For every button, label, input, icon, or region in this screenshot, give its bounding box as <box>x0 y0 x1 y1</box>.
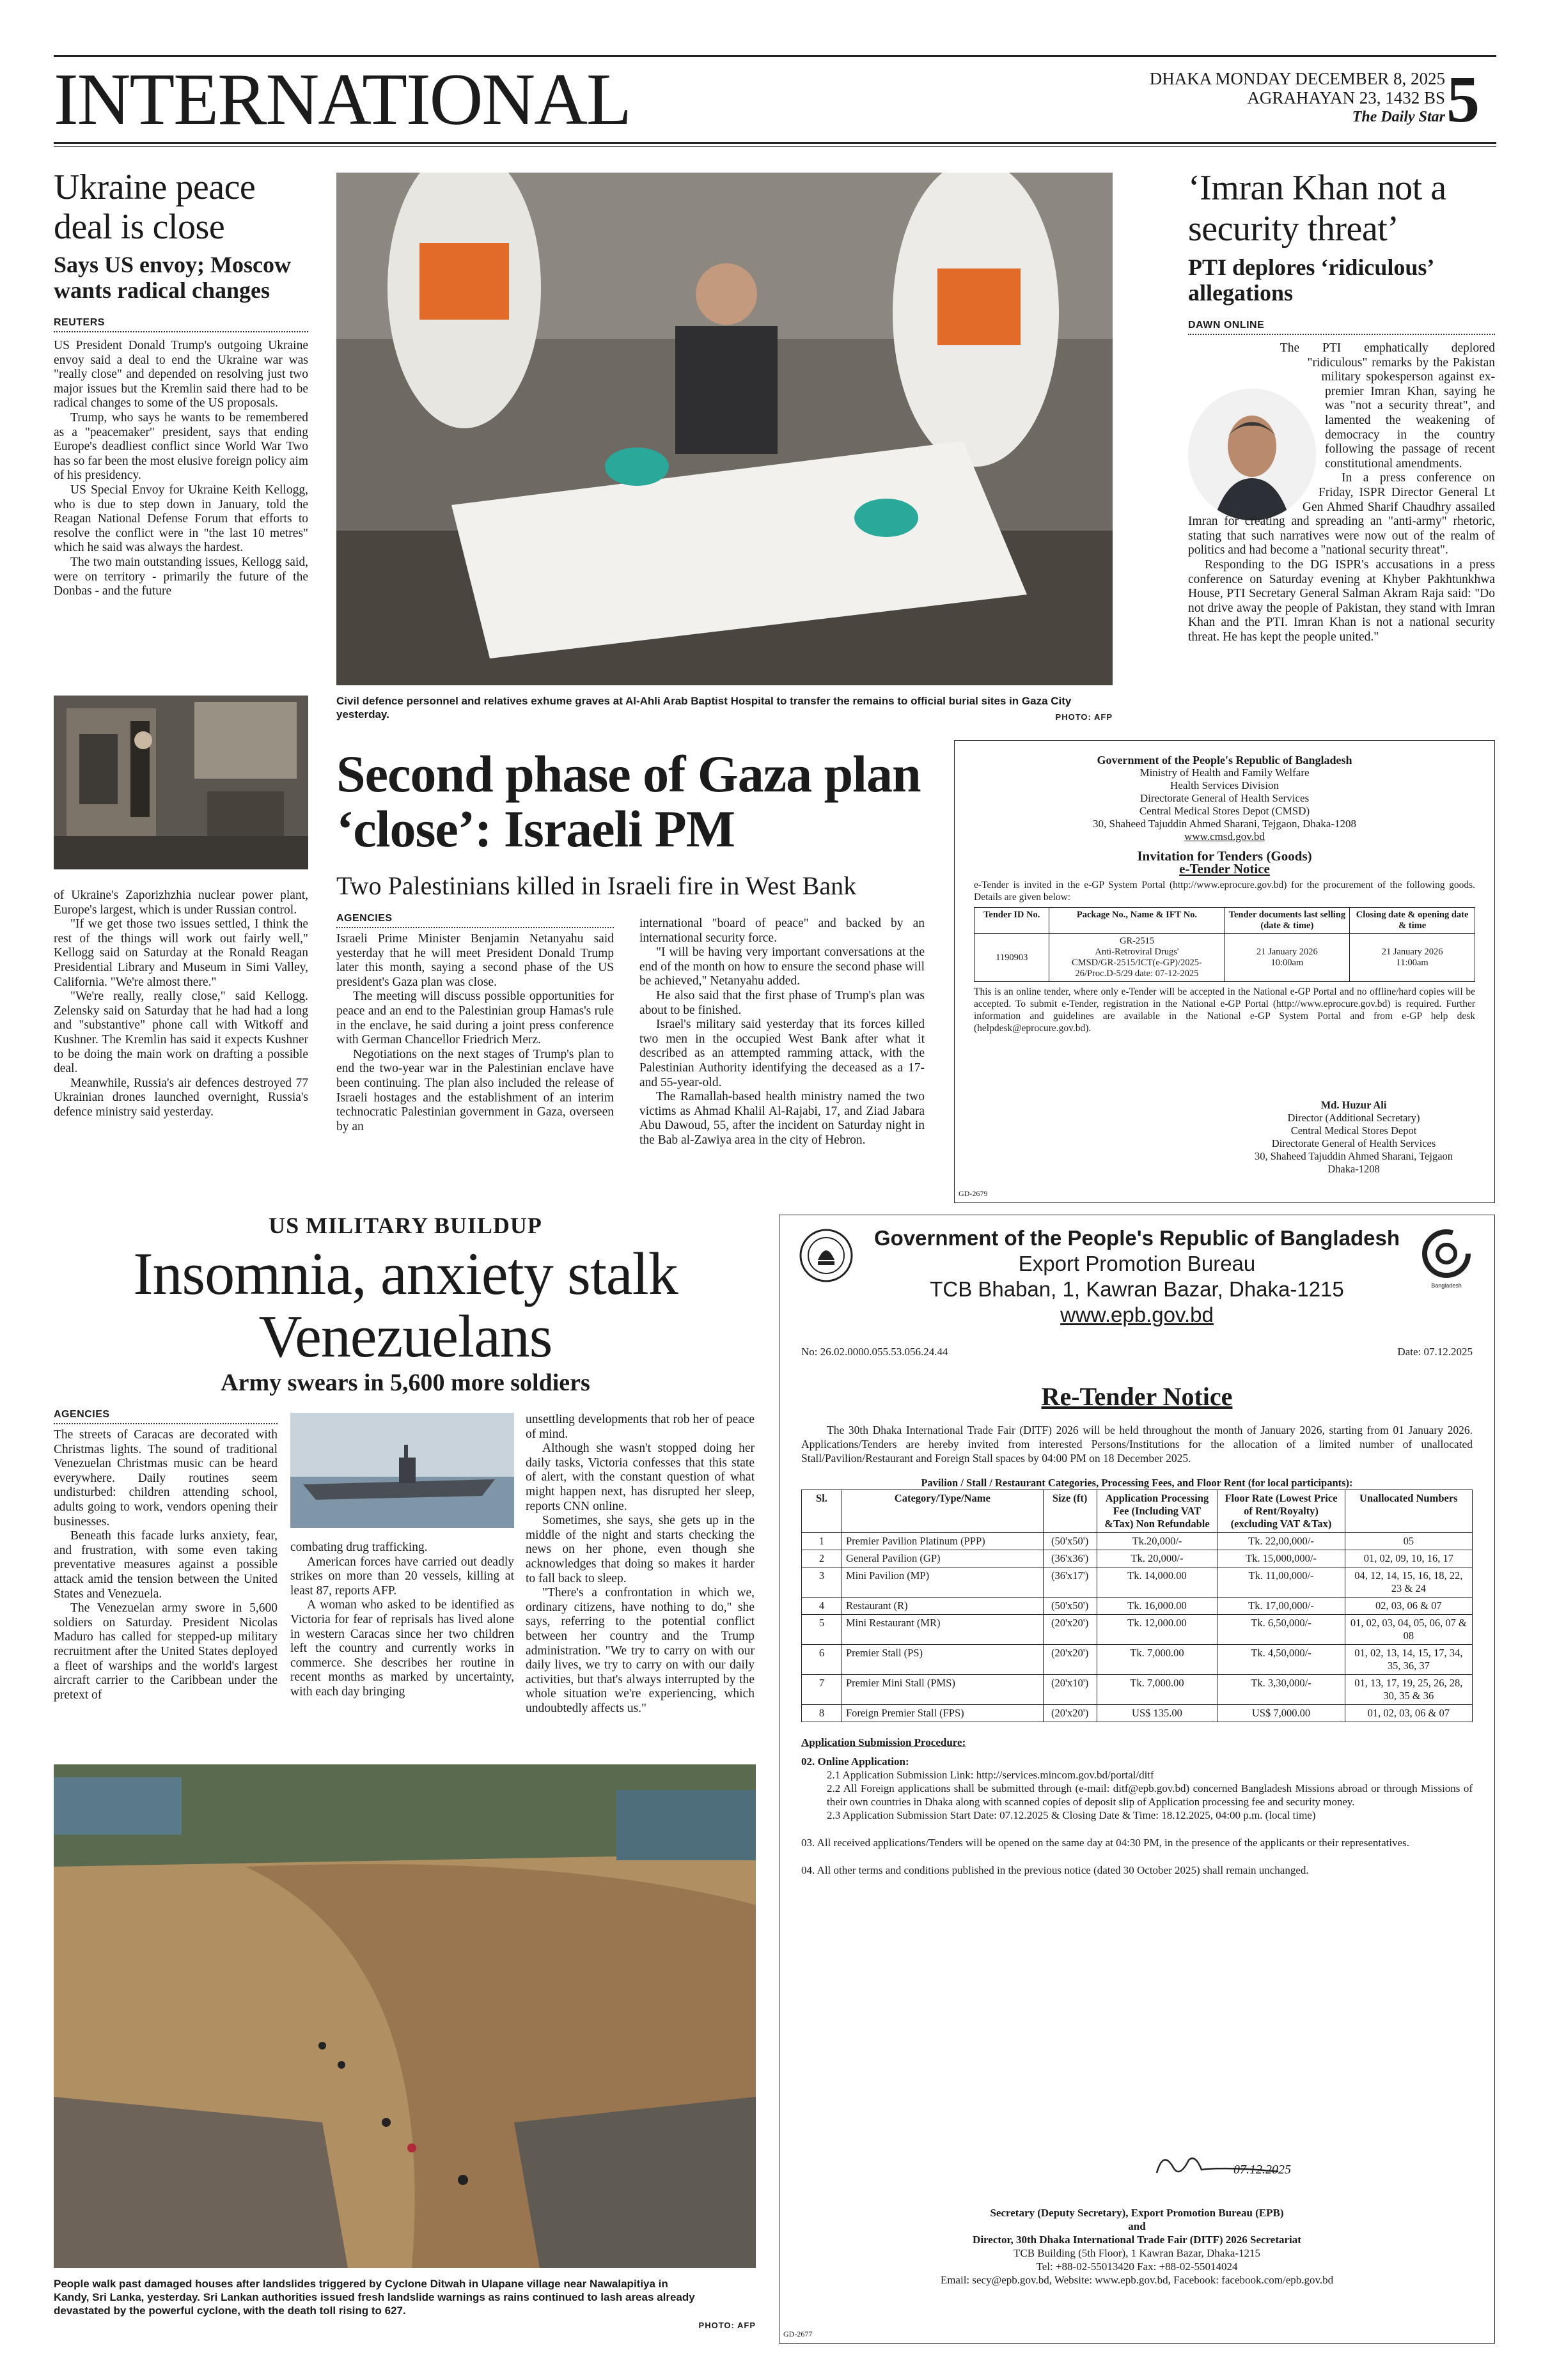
gaza-photo-caption: Civil defence personnel and relatives exhume graves at Al-Ahli Arab Baptist Hospital to transfer the remains to official burial sites in Gaza City yesterday. <box>336 695 1072 720</box>
table-cell-fee: Tk. 14,000.00 <box>1097 1567 1217 1598</box>
table-cell-name: Mini Restaurant (MR) <box>842 1615 1043 1645</box>
cmsd-signer-line: 30, Shaheed Tajuddin Ahmed Sharani, Tejgaon <box>1254 1150 1453 1162</box>
landslide-credit: PHOTO: AFP <box>698 2321 756 2330</box>
table-cell-rate: US$ 7,000.00 <box>1217 1705 1345 1722</box>
table-cell-rate: Tk. 17,00,000/- <box>1217 1598 1345 1615</box>
table-cell-rate: Tk. 11,00,000/- <box>1217 1567 1345 1598</box>
table-cell-size: (36'x36') <box>1043 1550 1097 1567</box>
epb-title: Re-Tender Notice <box>1041 1382 1233 1411</box>
table-cell-fee: Tk. 20,000/- <box>1097 1550 1217 1567</box>
table-cell-name: Foreign Premier Stall (FPS) <box>842 1705 1043 1722</box>
venezuela-headline: Insomnia, anxiety stalk Venezuelans <box>133 1241 678 1370</box>
table-row <box>802 1550 1473 1567</box>
epb-date: Date: 07.12.2025 <box>1397 1346 1473 1358</box>
cmsd-selling-date: 21 January 2026 <box>1256 947 1318 957</box>
paragraph: "If we get those two issues settled, I think the rest of the things will work out fairly well," Kellogg said on Saturday at the Ronald Reagan Presidential Library and Museum in Simi Valley, California. "We're almost there." <box>54 917 308 989</box>
ukraine-body-top <box>54 339 308 652</box>
epb-code: GD-2677 <box>783 2329 813 2338</box>
table-cell-numbers: 01, 02, 13, 14, 15, 17, 34, 35, 36, 37 <box>1345 1645 1472 1675</box>
table-cell-fee: Tk. 12,000.00 <box>1097 1615 1217 1645</box>
table-cell-sl: 4 <box>802 1598 842 1615</box>
paragraph: He also said that the first phase of Trump's plan was about to be finished. <box>639 988 925 1017</box>
epb-note-3: 03. All received applications/Tenders will be opened on the same day at 04:30 PM, in the presence of the applicants or their representatives. <box>801 1837 1409 1849</box>
paragraph: Negotiations on the next stages of Trump's plan to end the two-year war in the Palestinian enclave have been continuing. The plan also included the release of Israeli hostages and the establishment of an interim technocratic Palestinian government in Gaza, overseen by an <box>336 1047 614 1133</box>
paragraph: The Ramallah-based health ministry named the two victims as Ahmad Khalil Al-Rajabi, 17, and Ziad Jabara Abu Dawoud, 55, after the incident on Saturday night in the Bab al-Zawiya area in the city of Hebron. <box>639 1090 925 1147</box>
cmsd-selling-time: 10:00am <box>1271 958 1304 968</box>
table-row <box>802 1675 1473 1705</box>
venezuela-col-3 <box>526 1413 755 1741</box>
epb-signer-line: TCB Building (5th Floor), 1 Kawran Bazar, Dhaka-1215 <box>1014 2247 1260 2259</box>
epb-header: Unallocated Numbers <box>1345 1490 1472 1533</box>
paragraph: Israel's military said yesterday that its forces killed two men in the occupied West Bank after what it described as an attempted ramming attack, with the Palestinian Authority identifying the deceased as a 17- and 55-year-old. <box>639 1018 925 1089</box>
epb-signer-line: Tel: +88-02-55013420 Fax: +88-02-55014024 <box>1036 2260 1238 2273</box>
aircraft-carrier-photo <box>290 1413 514 1528</box>
ukraine-byline: REUTERS <box>54 317 308 332</box>
ukraine-photo <box>54 696 308 869</box>
table-row <box>802 1705 1473 1722</box>
table-cell-size: (50'x50') <box>1043 1533 1097 1550</box>
paragraph: unsettling developments that rob her of peace of mind. <box>526 1413 755 1441</box>
table-cell-sl: 6 <box>802 1645 842 1675</box>
date: DHAKA MONDAY DECEMBER 8, 2025 <box>1149 69 1445 88</box>
section-title: INTERNATIONAL <box>54 59 630 141</box>
epb-org: Export Promotion Bureau <box>1018 1252 1256 1275</box>
table-cell-sl: 7 <box>802 1675 842 1705</box>
epb-table-title: Pavilion / Stall / Restaurant Categories, Processing Fees, and Floor Rent (for local participants): <box>921 1477 1353 1489</box>
paragraph: "I will be having very important conversations at the end of the month on how to ensure the second phase will be achieved," Netanyahu added. <box>639 945 925 988</box>
gaza-col-1 <box>336 932 614 1226</box>
table-cell-numbers: 05 <box>1345 1533 1472 1550</box>
table-cell-sl: 2 <box>802 1550 842 1567</box>
venezuela-col-2 <box>290 1541 514 1741</box>
table-cell-numbers: 04, 12, 14, 15, 16, 18, 22, 23 & 24 <box>1345 1567 1472 1598</box>
paragraph: "We're really, really close," said Kellogg. Zelensky said on Saturday that he had had a long and "substantive" phone call with Witkoff and Kushner. The Kremlin has said it expects Kushner to be doing the main work on drafting a possible deal. <box>54 990 308 1076</box>
table-cell-name: Mini Pavilion (MP) <box>842 1567 1043 1598</box>
masthead-rule-thin <box>54 146 1496 147</box>
epb-signature <box>1150 2147 1291 2186</box>
epb-website[interactable]: www.epb.gov.bd <box>1060 1303 1214 1326</box>
epb-step: 2.2 All Foreign applications shall be submitted through (e-mail: ditf@epb.gov.bd) concerned Bangladesh Missions abroad or through Missions of their own countries in Dhaka along with scanned copies of deposit slip of Application processing fee and security money. <box>827 1782 1473 1808</box>
table-cell-rate: Tk. 15,000,000/- <box>1217 1550 1345 1567</box>
epb-header: Size (ft) <box>1043 1490 1097 1533</box>
paragraph: US President Donald Trump's outgoing Ukraine envoy said a deal to end the Ukraine war was "really close" and depended on resolving just two major issues but the Kremlin said there had to be radical changes to some of the US proposals. <box>54 339 308 410</box>
table-cell-fee: Tk. 7,000.00 <box>1097 1675 1217 1705</box>
table-row <box>802 1598 1473 1615</box>
cmsd-signer-line: Dhaka-1208 <box>1327 1163 1380 1175</box>
gaza-col-2 <box>639 917 925 1226</box>
cmsd-footer: This is an online tender, where only e-Tender will be accepted in the National e-GP Portal and no offline/hard copies will be accepted. To submit e-Tender, registration in the National e-GP Portal (http://www.eprocure.gov.bd) is required. Further information and guidelines are available in the National e-GP System Portal and from e-GP help desk (helpdesk@eprocure.gov.bd). <box>974 986 1475 1034</box>
table-cell-sl: 1 <box>802 1533 842 1550</box>
cmsd-signer: Md. Huzur Ali <box>1320 1099 1387 1111</box>
cmsd-intro: e-Tender is invited in the e-GP System Portal (http://www.eprocure.gov.bd) for the procurement of the following goods. Details are given below: <box>974 880 1475 903</box>
paragraph: Beneath this facade lurks anxiety, fear, and frustration, with some even taking preventative measures against a possible attack amid the tension between the United States and Venezuela. <box>54 1529 278 1601</box>
epb-address: TCB Bhaban, 1, Kawran Bazar, Dhaka-1215 <box>930 1277 1344 1301</box>
paragraph: international "board of peace" and backed by an international security force. <box>639 917 925 945</box>
epb-header: Sl. <box>802 1490 842 1533</box>
paragraph: Israeli Prime Minister Benjamin Netanyahu said yesterday that he will meet President Donald Trump later this month, saying a second phase of the US president's Gaza plan was close. <box>336 932 614 989</box>
ukraine-subhead: Says US envoy; Moscow wants radical changes <box>54 252 292 303</box>
table-cell-numbers: 01, 02, 03, 04, 05, 06, 07 & 08 <box>1345 1615 1472 1645</box>
cmsd-signer-line: Central Medical Stores Depot <box>1290 1124 1417 1137</box>
epb-table <box>801 1489 1473 1722</box>
epb-tender-notice <box>779 1215 1495 2344</box>
cmsd-package <box>1049 934 1225 982</box>
paragraph: The meeting will discuss possible opportunities for peace and an end to the Palestinian group Hamas's rule in the enclave, he said during a joint press conference with German Chancellor Friedrich Merz. <box>336 990 614 1047</box>
table-row <box>802 1615 1473 1645</box>
cmsd-tender-id: 1190903 <box>975 934 1049 982</box>
cmsd-selling <box>1225 934 1350 982</box>
epb-signer-line: Secretary (Deputy Secretary), Export Promotion Bureau (EPB) <box>990 2207 1284 2219</box>
paragraph: Although she wasn't stopped doing her daily tasks, Victoria confesses that this state of alert, with the constant question of what might happen next, has disrupted her sleep, reports CNN online. <box>526 1442 755 1513</box>
cmsd-package-line: GR-2515 <box>1119 936 1154 946</box>
table-cell-name: Premier Pavilion Platinum (PPP) <box>842 1533 1043 1550</box>
epb-signer-line: Email: secy@epb.gov.bd, Website: www.epb.gov.bd, Facebook: facebook.com/epb.gov.bd <box>940 2274 1334 2286</box>
cmsd-line: Directorate General of Health Services <box>1139 792 1310 804</box>
epb-signer-line: and <box>1128 2220 1146 2232</box>
table-row <box>802 1645 1473 1675</box>
cmsd-closing <box>1350 934 1475 982</box>
gaza-byline: AGENCIES <box>336 913 614 928</box>
cmsd-website[interactable]: www.cmsd.gov.bd <box>1184 830 1265 843</box>
table-cell-sl: 3 <box>802 1567 842 1598</box>
paragraph: of Ukraine's Zaporizhzhia nuclear power plant, Europe's largest, which is under Russian control. <box>54 889 308 917</box>
epb-step: 2.3 Application Submission Start Date: 07.12.2025 & Closing Date & Time: 18.12.2025, 04:00 p.m. (local time) <box>827 1809 1316 1821</box>
paragraph: A woman who asked to be identified as Victoria for fear of reprisals has lived alone in western Caracas since her two children left the country and currently works in commerce. She describes her routine in recent months as marked by uncertainty, with each day bringing <box>290 1598 514 1699</box>
table-cell-numbers: 01, 13, 17, 19, 25, 26, 28, 30, 35 & 36 <box>1345 1675 1472 1705</box>
cmsd-title: Invitation for Tenders (Goods) <box>1137 848 1312 864</box>
paragraph: Responding to the DG ISPR's accusations in a press conference on Saturday evening at Khyber Pakhtunkhwa House, PTI Secretary General Salman Akram Raja said: "Do not drive away the people of Pakistan, they stand with Imran Khan and the PTI. Imran Khan is not a national security threat. He has kept the people united." <box>1188 557 1495 644</box>
table-cell-rate: Tk. 4,50,000/- <box>1217 1645 1345 1675</box>
table-cell-name: Restaurant (R) <box>842 1598 1043 1615</box>
ukraine-headline: Ukraine peace deal is close <box>54 167 256 247</box>
table-cell-size: (20'x20') <box>1043 1645 1097 1675</box>
paragraph: The PTI emphatically deplored "ridiculous" remarks by the Pakistan military spokesperson against ex-premier Imran Khan, saying he was "not a security threat", and lamented the weakening of democracy in the country following the passage of recent constitutional amendments. <box>1280 341 1495 471</box>
table-cell-name: General Pavilion (GP) <box>842 1550 1043 1567</box>
epb-procedure-title: Application Submission Procedure: <box>801 1736 966 1748</box>
bangla-date: AGRAHAYAN 23, 1432 BS <box>1247 88 1445 107</box>
cmsd-subtitle: e-Tender Notice <box>1179 861 1270 876</box>
epb-online-title: 02. Online Application: <box>801 1755 909 1768</box>
cmsd-package-line: CMSD/GR-2515/ICT(e-GP)/2025-26/Proc.D-5/29 date: 07-12-2025 <box>1072 958 1202 979</box>
cmsd-signer-line: Director (Additional Secretary) <box>1287 1112 1420 1124</box>
cmsd-line: Health Services Division <box>1170 779 1279 791</box>
imran-headline: ‘Imran Khan not a security threat’ <box>1188 168 1446 249</box>
paragraph: The streets of Caracas are decorated with Christmas lights. The sound of traditional Venezuelan Christmas music can be heard everywhere. Daily routines seem undisturbed: children attending school, adults going to work, vendors opening their businesses. <box>54 1428 278 1528</box>
epb-step: 2.1 Application Submission Link: http://services.mincom.gov.bd/portal/ditf <box>827 1769 1154 1781</box>
table-cell-size: (36'x17') <box>1043 1567 1097 1598</box>
table-cell-name: Premier Mini Stall (PMS) <box>842 1675 1043 1705</box>
landslide-caption: People walk past damaged houses after landslides triggered by Cyclone Ditwah in Ulapane village near Nawalapitiya in Kandy, Sri Lanka, yesterday. Sri Lankan authorities issued fresh landslide warnings as rains continued to lash areas already devastated by the powerful cyclone, with the death toll rising to 627. <box>54 2278 695 2317</box>
table-cell-name: Premier Stall (PS) <box>842 1645 1043 1675</box>
table-cell-size: (50'x50') <box>1043 1598 1097 1615</box>
cmsd-closing-time: 11:00am <box>1396 958 1429 968</box>
imran-byline: DAWN ONLINE <box>1188 320 1495 335</box>
table-cell-size: (20'x20') <box>1043 1615 1097 1645</box>
gaza-photo-credit: PHOTO: AFP <box>1055 712 1113 722</box>
bangladesh-emblem-icon <box>799 1228 854 1283</box>
imran-article <box>1188 167 1495 719</box>
paragraph: "There's a confrontation in which we, ordinary citizens, have nothing to do," she says, referring to the potential conflict between her country and the Trump administration. "We try to carry on with our daily lives, we try to carry on with our daily activities, but that's always interrupted by the whole situation we're experiencing, which undoubtedly affects us." <box>526 1586 755 1715</box>
page-number: 5 <box>1446 63 1480 136</box>
cmsd-table <box>974 907 1475 982</box>
paragraph: The Venezuelan army swore in 5,600 soldiers on Saturday. President Nicolas Maduro has called for stepped-up military recruitment after the United States deployed a fleet of warships and the world's largest aircraft carrier to the Caribbean under the pretext of <box>54 1601 278 1702</box>
epb-note-4: 04. All other terms and conditions published in the previous notice (dated 30 October 2025) shall remain unchanged. <box>801 1864 1309 1876</box>
table-cell-numbers: 01, 02, 03, 06 & 07 <box>1345 1705 1472 1722</box>
cmsd-closing-date: 21 January 2026 <box>1381 947 1443 957</box>
table-row <box>802 1533 1473 1550</box>
epb-gov: Government of the People's Republic of Bangladesh <box>874 1226 1400 1250</box>
table-cell-size: (20'x10') <box>1043 1675 1097 1705</box>
table-cell-fee: Tk.20,000/- <box>1097 1533 1217 1550</box>
epb-header: Category/Type/Name <box>842 1490 1043 1533</box>
epb-intro: The 30th Dhaka International Trade Fair (DITF) 2026 will be held throughout the month of January 2026, starting from 01 January 2026. Applications/Tenders are hereby invited from interested Persons/Institutions for the allocation of a limited number of unallocated Stall/Pavilion/Restaurant and Foreign Stall spaces by 04:00 PM on 18 December 2025. <box>801 1424 1473 1465</box>
table-cell-fee: Tk. 7,000.00 <box>1097 1645 1217 1675</box>
paragraph: The two main outstanding issues, Kellogg said, were on territory - primarily the future of the Donbas - and the future <box>54 555 308 598</box>
epb-ref-no: No: 26.02.0000.055.53.056.24.44 <box>801 1346 948 1358</box>
venezuela-subhead: Army swears in 5,600 more soldiers <box>221 1369 590 1396</box>
gaza-photo <box>336 173 1113 685</box>
table-row <box>802 1567 1473 1598</box>
paragraph: American forces have carried out deadly strikes on more than 20 vessels, killing at least 87, reports AFP. <box>290 1555 514 1598</box>
cmsd-line: Central Medical Stores Depot (CMSD) <box>1139 805 1310 817</box>
epb-logo-text: Bangladesh <box>1431 1282 1462 1289</box>
table-cell-rate: Tk. 22,00,000/- <box>1217 1533 1345 1550</box>
paper-logo: The Daily Star <box>1352 109 1445 125</box>
gaza-headline: Second phase of Gaza plan ‘close’: Israeli PM <box>336 745 921 858</box>
cmsd-signer-line: Directorate General of Health Services <box>1271 1137 1436 1149</box>
paragraph: In a press conference on Friday, ISPR Director General Lt Gen Ahmed Sharif Chaudhry assailed Imran for creating and spreading an "anti-army" rhetoric, stating that such narratives were now out of the realm of politics and had become a "national security threat". <box>1188 471 1495 557</box>
imran-body <box>1188 341 1495 719</box>
paragraph: US Special Envoy for Ukraine Keith Kellogg, who is due to step down in January, told the Reagan National Defense Forum that efforts to resolve the conflict were in "the last 10 metres" which he said was always the hardest. <box>54 483 308 555</box>
table-cell-rate: Tk. 3,30,000/- <box>1217 1675 1345 1705</box>
ukraine-article <box>54 167 308 652</box>
gaza-subhead: Two Palestinians killed in Israeli fire in West Bank <box>336 871 857 900</box>
epb-header: Application Processing Fee (Including VAT &Tax) Non Refundable <box>1097 1490 1217 1533</box>
table-cell-size: (20'x20') <box>1043 1705 1097 1722</box>
cmsd-gov: Government of the People's Republic of Bangladesh <box>1097 754 1352 766</box>
epb-header: Floor Rate (Lowest Price of Rent/Royalty) (excluding VAT &Tax) <box>1217 1490 1345 1533</box>
table-cell-sl: 8 <box>802 1705 842 1722</box>
paragraph: combating drug trafficking. <box>290 1541 428 1554</box>
cmsd-header: Tender ID No. <box>975 908 1049 934</box>
table-cell-numbers: 01, 02, 09, 10, 16, 17 <box>1345 1550 1472 1567</box>
cmsd-tender-notice <box>954 740 1495 1203</box>
landslide-photo <box>54 1764 756 2268</box>
epb-logo-icon <box>1418 1228 1475 1289</box>
cmsd-header: Package No., Name & IFT No. <box>1049 908 1225 934</box>
table-cell-rate: Tk. 6,50,000/- <box>1217 1615 1345 1645</box>
venezuela-byline: AGENCIES <box>54 1409 278 1424</box>
venezuela-col-1 <box>54 1428 278 1741</box>
cmsd-header: Closing date & opening date & time <box>1350 908 1475 934</box>
paragraph: Sometimes, she says, she gets up in the middle of the night and starts checking the news on her phone, even though she acknowledges that doing so makes it harder to fall back to sleep. <box>526 1514 755 1585</box>
table-cell-numbers: 02, 03, 06 & 07 <box>1345 1598 1472 1615</box>
cmsd-header: Tender documents last selling (date & time) <box>1225 908 1350 934</box>
paragraph: Meanwhile, Russia's air defences destroyed 77 Ukrainian drones launched overnight, Russia's defence ministry said yesterday. <box>54 1076 308 1119</box>
cmsd-line: 30, Shaheed Tajuddin Ahmed Sharani, Tejgaon, Dhaka-1208 <box>1093 818 1356 830</box>
epb-signer-line: Director, 30th Dhaka International Trade Fair (DITF) 2026 Secretariat <box>973 2234 1301 2246</box>
cmsd-code: GD-2679 <box>959 1189 988 1198</box>
venezuela-kicker: US MILITARY BUILDUP <box>269 1213 542 1238</box>
ukraine-body-bottom <box>54 889 308 1120</box>
table-cell-fee: Tk. 16,000.00 <box>1097 1598 1217 1615</box>
cmsd-package-line: Anti-Retroviral Drugs' <box>1095 947 1179 957</box>
paragraph: Trump, who says he wants to be remembered as a "peacemaker" president, says that ending Europe's deadliest conflict since World War Two has so far been the most elusive foreign policy aim of his presidency. <box>54 410 308 483</box>
table-cell-sl: 5 <box>802 1615 842 1645</box>
imran-portrait <box>1188 389 1316 520</box>
masthead-rule <box>54 142 1496 144</box>
epb-signature-date: 07.12.2025 <box>1233 2163 1291 2177</box>
cmsd-line: Ministry of Health and Family Welfare <box>1139 766 1310 779</box>
date-line <box>1145 69 1445 127</box>
imran-subhead: PTI deplores ‘ridiculous’ allegations <box>1188 254 1433 306</box>
table-cell-fee: US$ 135.00 <box>1097 1705 1217 1722</box>
top-rule <box>54 55 1496 57</box>
